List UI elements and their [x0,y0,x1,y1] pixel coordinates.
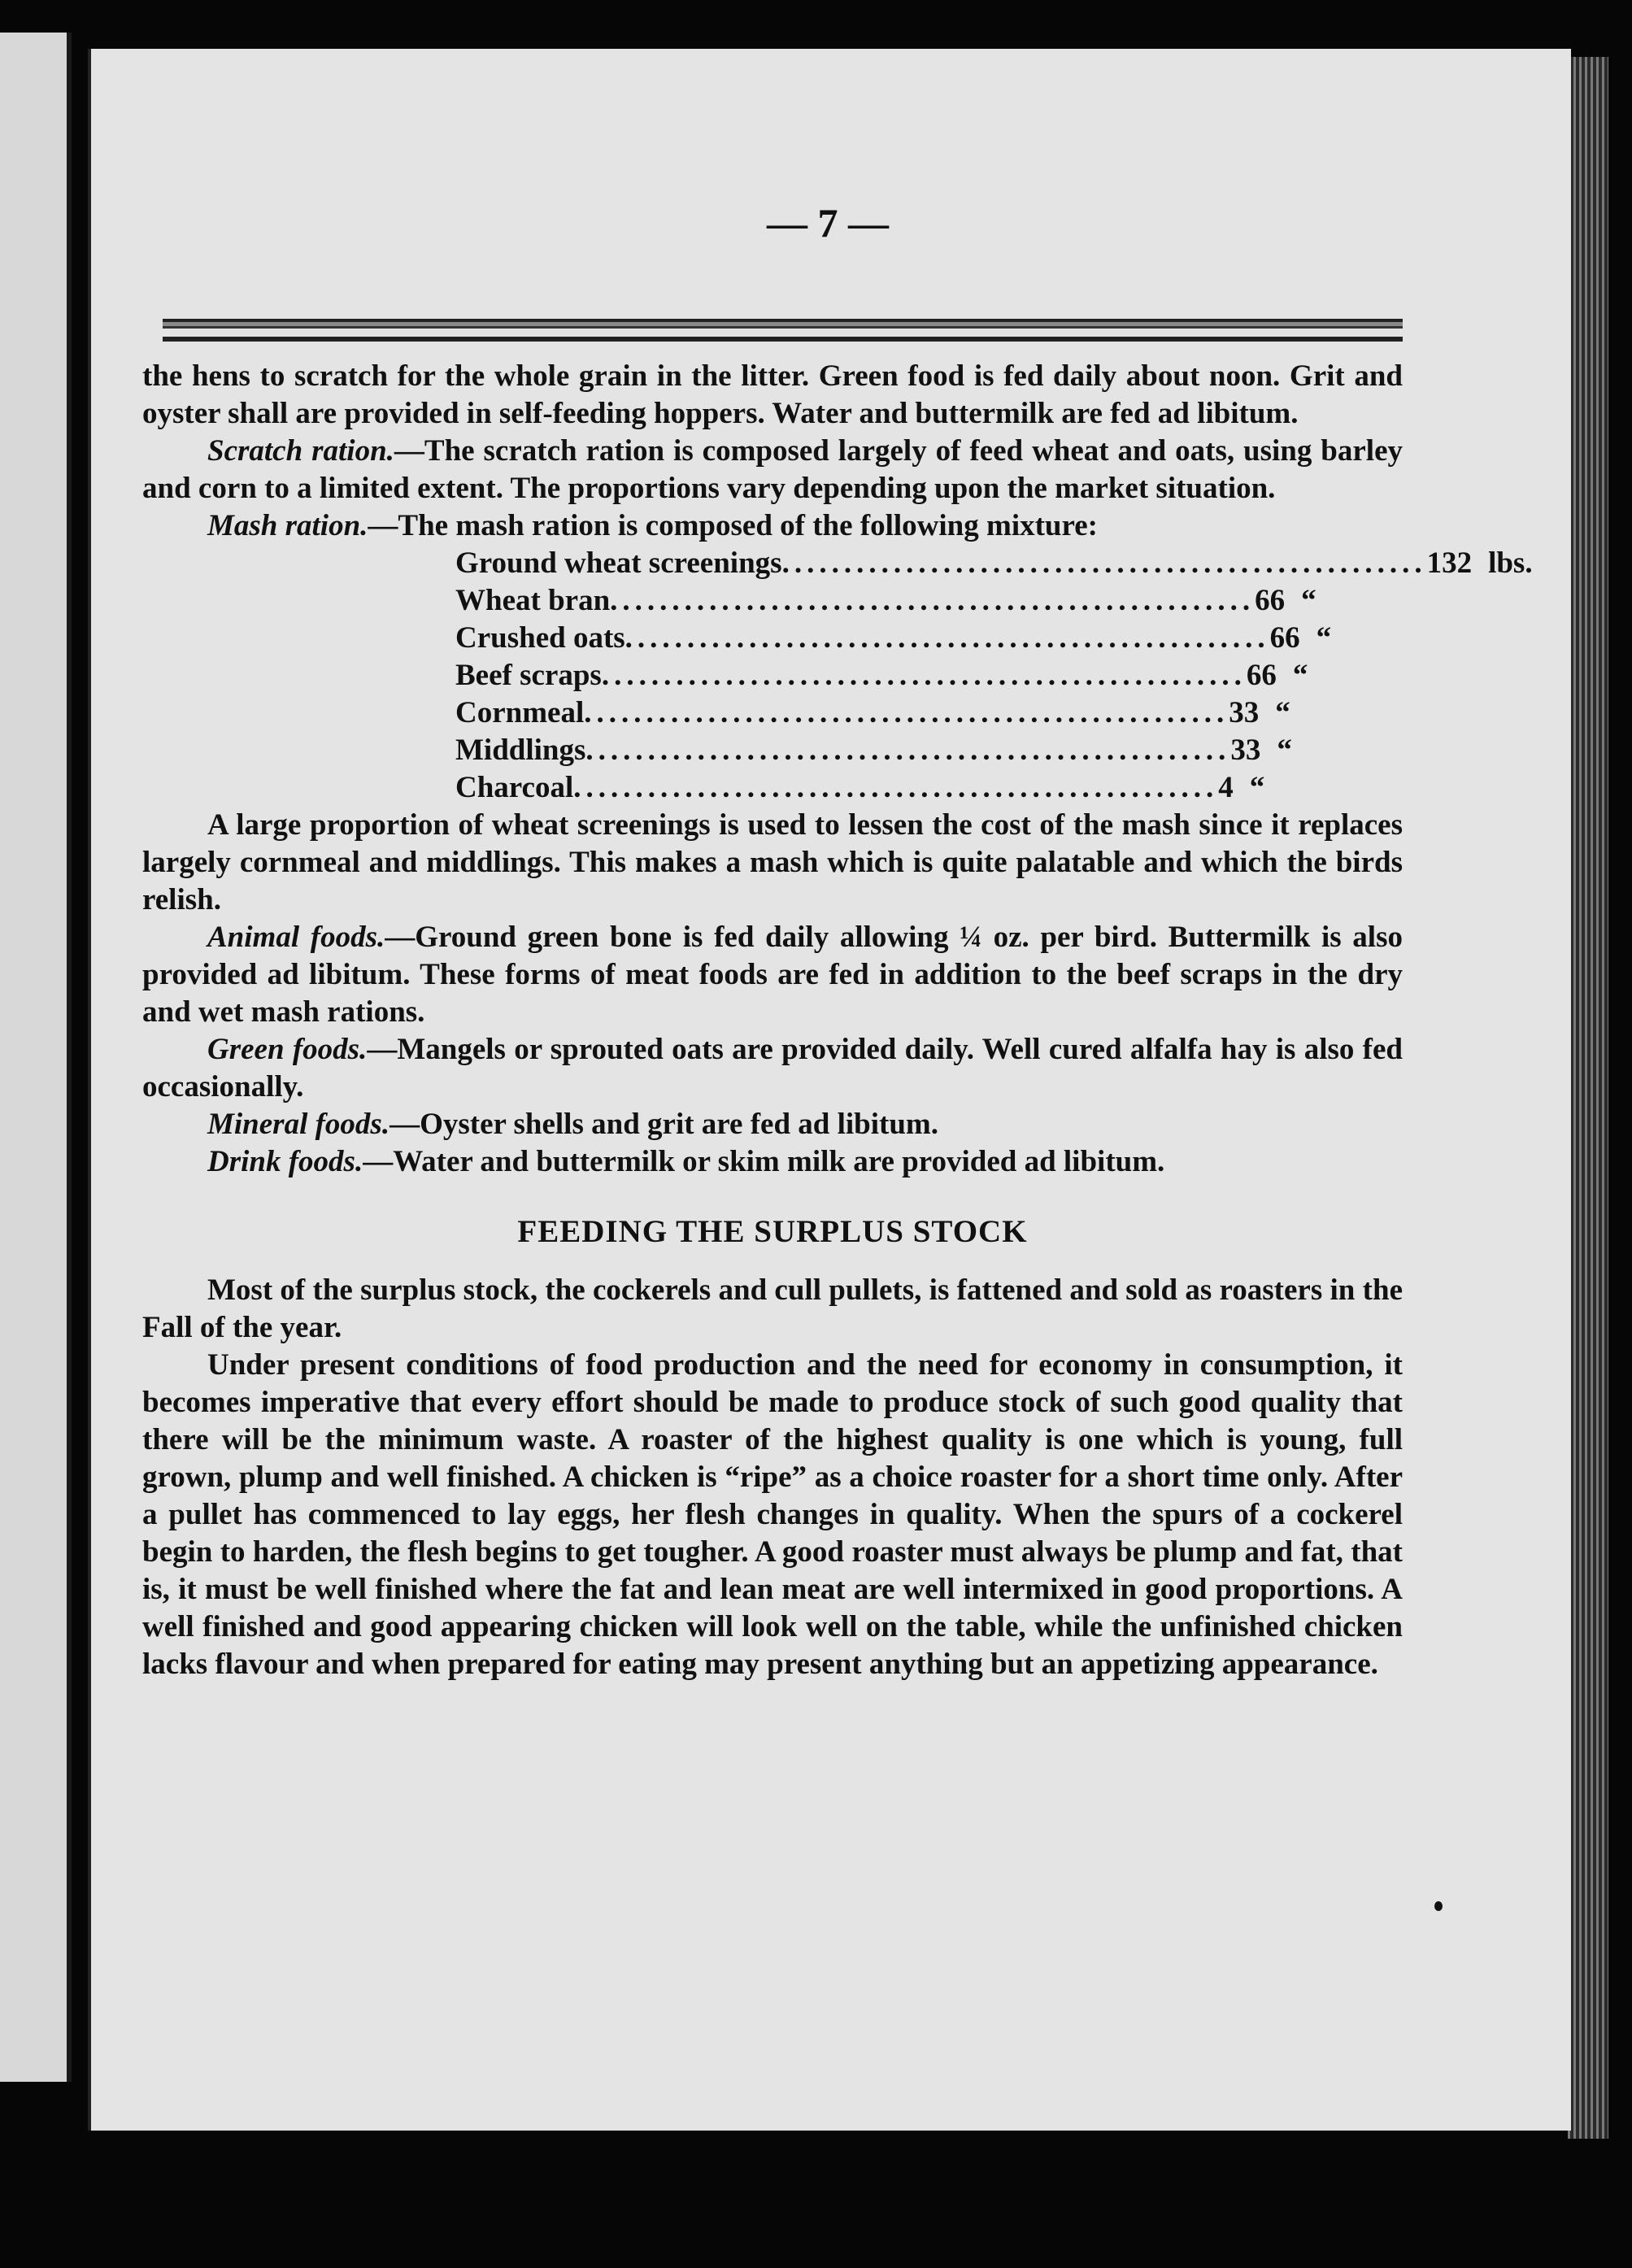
page-text [142,358,1533,1683]
ingredient-name: Crushed oats [455,621,625,655]
leader-dots: .................................................... [573,771,1219,804]
ingredient-name: Wheat bran [455,584,611,617]
paragraph-animal-foods [142,919,1403,1031]
leader-dots: .................................................... [585,734,1231,767]
ingredient-name: Beef scraps [455,659,602,692]
ingredient-name: Middlings [455,734,586,767]
paragraph-scratch-ration [142,433,1403,507]
paragraph-hens-scratch: the hens to scratch for the whole grain in the litter. Green food is fed daily about noon. Grit and oyster shall are provided in self-feeding hoppers. Water and buttermilk are fed ad libitum. [142,359,1403,430]
mash-ration-label: Mash ration. [207,509,368,542]
header-rule-bottom [163,337,1403,342]
ingredient-qty: 132 [1426,546,1473,580]
paragraph-mash-ration [142,507,1403,545]
page-speck [1434,1901,1443,1911]
table-row [455,657,1308,694]
ingredient-qty: 4 [1218,771,1234,804]
mash-ration-text: —The mash ration is composed of the following mixture: [368,509,1098,542]
paragraph-drink-foods [142,1143,1403,1181]
page-number: — 7 — [767,200,889,246]
ingredient-qty: 33 [1230,734,1261,767]
ingredient-unit: lbs. [1488,546,1533,580]
green-foods-label: Green foods. [207,1033,368,1066]
scratch-ration-text: —The scratch ration is composed largely of feed wheat and oats, using barley and corn to a limited extent. The proportions vary depending upon the market situation. [142,434,1404,505]
table-row [455,545,1533,582]
paragraph-mineral-foods [142,1106,1403,1143]
table-row [455,582,1316,620]
mineral-foods-text: —Oyster shells and grit are fed ad libitum. [390,1108,939,1141]
leader-dots: .................................................... [601,659,1247,692]
ingredient-qty: 66 [1269,621,1300,655]
table-row [455,694,1290,732]
green-foods-text: —Mangels or sprouted oats are provided daily. Well cured alfalfa hay is also fed occasionally. [142,1033,1403,1104]
ingredient-name: Charcoal [455,771,574,804]
ingredient-unit: “ [1292,659,1308,692]
drink-foods-label: Drink foods. [207,1145,363,1178]
ingredient-unit: “ [1275,696,1290,729]
animal-foods-label: Animal foods. [207,921,385,954]
table-row [455,732,1292,769]
ingredient-qty: 33 [1229,696,1260,729]
header-rule-top [163,319,1403,329]
ingredient-name: Cornmeal [455,696,585,729]
scratch-ration-label: Scratch ration. [207,434,394,468]
ingredient-name: Ground wheat screenings [455,546,782,580]
leader-dots: .................................................... [625,621,1270,655]
ingredient-unit: “ [1249,771,1265,804]
leader-dots: .................................................... [610,584,1256,617]
drink-foods-text: —Water and buttermilk or skim milk are provided ad libitum. [363,1145,1165,1178]
ingredient-unit: “ [1277,734,1292,767]
ingredient-qty: 66 [1255,584,1286,617]
ingredient-unit: “ [1316,621,1332,655]
section-heading: FEEDING THE SURPLUS STOCK [517,1214,1028,1249]
mineral-foods-label: Mineral foods. [207,1108,390,1141]
book-page-edges [1568,57,1608,2139]
paragraph-wheat-screenings: A large proportion of wheat screenings is used to lessen the cost of the mash since it replaces largely cornmeal and middlings. This makes a mash which is quite palatable and which the birds relish. [142,808,1403,916]
adjacent-page-edge [0,33,72,2082]
table-row [455,620,1332,657]
paragraph-roaster-quality: Under present conditions of food production and the need for economy in consumption, it becomes imperative that every effort should be made to produce stock of such good quality that there will be the minimum waste. A roaster of the highest quality is one which is young, full grown, plump and well finished. A chicken is “ripe” as a choice roaster for a short time only. After a pullet has commenced to lay eggs, her flesh changes in quality. When the spurs of a cockerel begin to harden, the flesh begins to get tougher. A good roaster must always be plump and fat, that is, it must be well finished where the fat and lean meat are well intermixed in good proportions. A well finished and good appearing chicken will look well on the table, while the unfinished chicken lacks flavour and when prepared for eating may present anything but an appetizing appearance. [142,1348,1403,1681]
leader-dots: .................................................... [781,546,1427,580]
mash-mixture-table [455,545,1533,807]
paragraph-surplus-stock: Most of the surplus stock, the cockerels and cull pullets, is fattened and sold as roasters in the Fall of the year. [142,1273,1403,1344]
leader-dots: .................................................... [584,696,1229,729]
animal-foods-text: —Ground green bone is fed daily allowing ¼ oz. per bird. Buttermilk is also provided ad libitum. These forms of meat foods are fed in addition to the beef scraps in the dry and wet mash rations. [142,921,1403,1029]
ingredient-unit: “ [1301,584,1316,617]
table-row [455,769,1265,807]
ingredient-qty: 66 [1246,659,1277,692]
paragraph-green-foods [142,1031,1403,1106]
